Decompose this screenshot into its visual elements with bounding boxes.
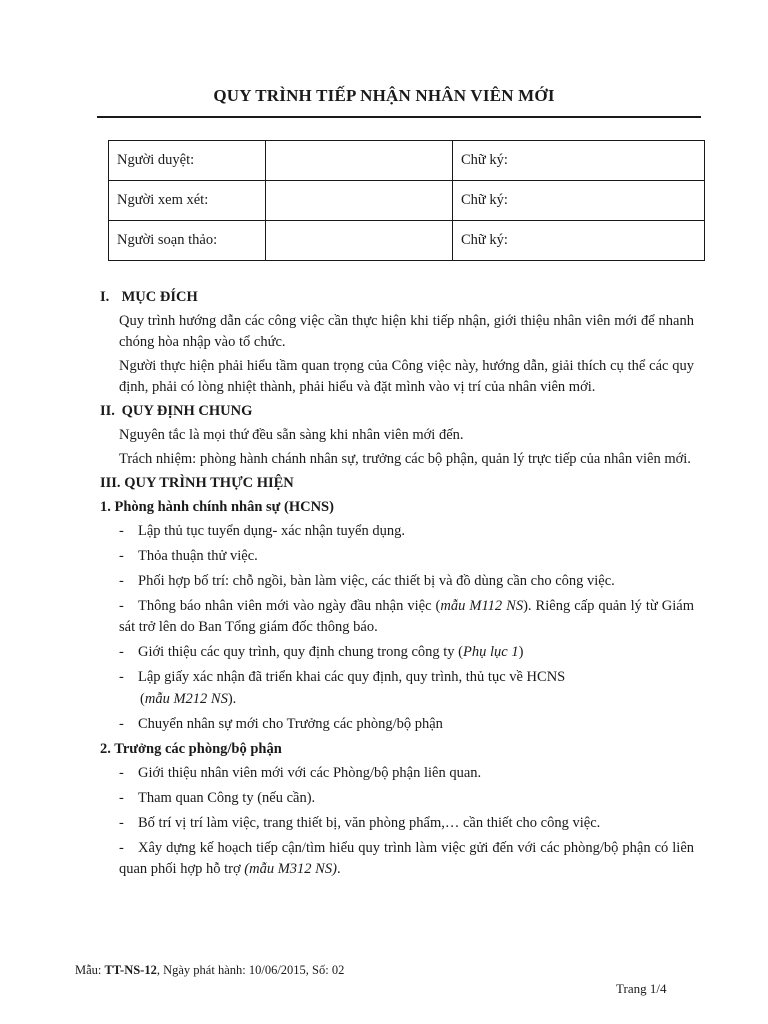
subsection-heading-hr: 1. Phòng hành chính nhân sự (HCNS) <box>100 499 334 515</box>
signature-cell: Chữ ký: <box>453 141 705 181</box>
list-item: - Chuyển nhân sự mới cho Trưởng các phòng/bộ phận <box>119 716 443 732</box>
table-row <box>109 181 705 221</box>
list-item-continuation: (mẫu M212 NS). <box>140 691 237 707</box>
signature-cell: Chữ ký: <box>453 181 705 221</box>
role-cell: Người duyệt: <box>109 141 266 181</box>
page-number: Trang 1/4 <box>616 981 667 996</box>
section-number: I. <box>100 289 110 305</box>
name-cell <box>266 141 453 181</box>
name-cell <box>266 181 453 221</box>
list-item: - Tham quan Công ty (nếu cần). <box>119 790 316 806</box>
table-row <box>109 221 705 261</box>
role-cell: Người xem xét: <box>109 181 266 221</box>
list-item: - Thỏa thuận thử việc. <box>119 548 258 564</box>
section-title: QUY ĐỊNH CHUNG <box>121 403 253 419</box>
form-code: TT-NS-12 <box>104 963 157 977</box>
paragraph: Nguyên tắc là mọi thứ đều sẵn sàng khi nhân viên mới đến. <box>119 427 464 443</box>
section-title: QUY TRÌNH THỰC HIỆN <box>124 475 294 491</box>
list-item: - Thông báo nhân viên mới vào ngày đầu nhận việc (mẫu M112 NS). Riêng cấp quản lý từ Giám sát trở lên do Ban Tổng giám đốc thông báo. <box>119 598 694 635</box>
paragraph: Quy trình hướng dẫn các công việc cần thực hiện khi tiếp nhận, giới thiệu nhân viên mới để nhanh chóng hòa nhập vào tổ chức. <box>119 313 694 350</box>
list-item: - Lập thủ tục tuyển dụng- xác nhận tuyển dụng. <box>119 523 405 539</box>
section-number: III. <box>100 475 121 491</box>
list-item: - Giới thiệu nhân viên mới với các Phòng/bộ phận liên quan. <box>119 765 482 781</box>
list-item: - Bố trí vị trí làm việc, trang thiết bị, văn phòng phẩm,… cần thiết cho công việc. <box>119 815 601 831</box>
document-title: QUY TRÌNH TIẾP NHẬN NHÂN VIÊN MỚI <box>213 86 555 105</box>
section-number: II. <box>100 403 115 419</box>
section-heading-general <box>100 401 694 422</box>
list-item: - Giới thiệu các quy trình, quy định chung trong công ty (Phụ lục 1) <box>119 644 524 660</box>
paragraph: Trách nhiệm: phòng hành chánh nhân sự, trưởng các bộ phận, quản lý trực tiếp của nhân viên mới. <box>119 451 691 467</box>
list-item: - Xây dựng kế hoạch tiếp cận/tìm hiểu quy trình làm việc gửi đến với các phòng/bộ phận có liên quan phối hợp hỗ trợ (mẫu M312 NS). <box>119 840 694 877</box>
subsection-heading-departments: 2. Trưởng các phòng/bộ phận <box>100 741 282 757</box>
list-item: - Lập giấy xác nhận đã triển khai các quy định, quy trình, thủ tục về HCNS <box>119 669 566 685</box>
section-heading-purpose <box>100 287 694 308</box>
title-divider <box>97 116 701 118</box>
approval-table <box>108 140 705 261</box>
name-cell <box>266 221 453 261</box>
form-info: Mẫu: TT-NS-12, Ngày phát hành: 10/06/2015, Số: 02 <box>75 963 345 977</box>
section-heading-procedure <box>100 473 694 494</box>
list-item: - Phối hợp bố trí: chỗ ngồi, bàn làm việc, các thiết bị và đồ dùng cần cho công việc. <box>119 573 615 589</box>
document-body <box>100 287 694 884</box>
signature-cell: Chữ ký: <box>453 221 705 261</box>
paragraph: Người thực hiện phải hiểu tầm quan trọng của Công việc này, hướng dẫn, giải thích cụ thể các quy định, phải có lòng nhiệt thành, phải hiểu và đặt mình vào vị trí của nhân viên mới. <box>119 358 694 395</box>
role-cell: Người soạn thảo: <box>109 221 266 261</box>
table-row <box>109 141 705 181</box>
section-title: MỤC ĐÍCH <box>121 289 198 305</box>
